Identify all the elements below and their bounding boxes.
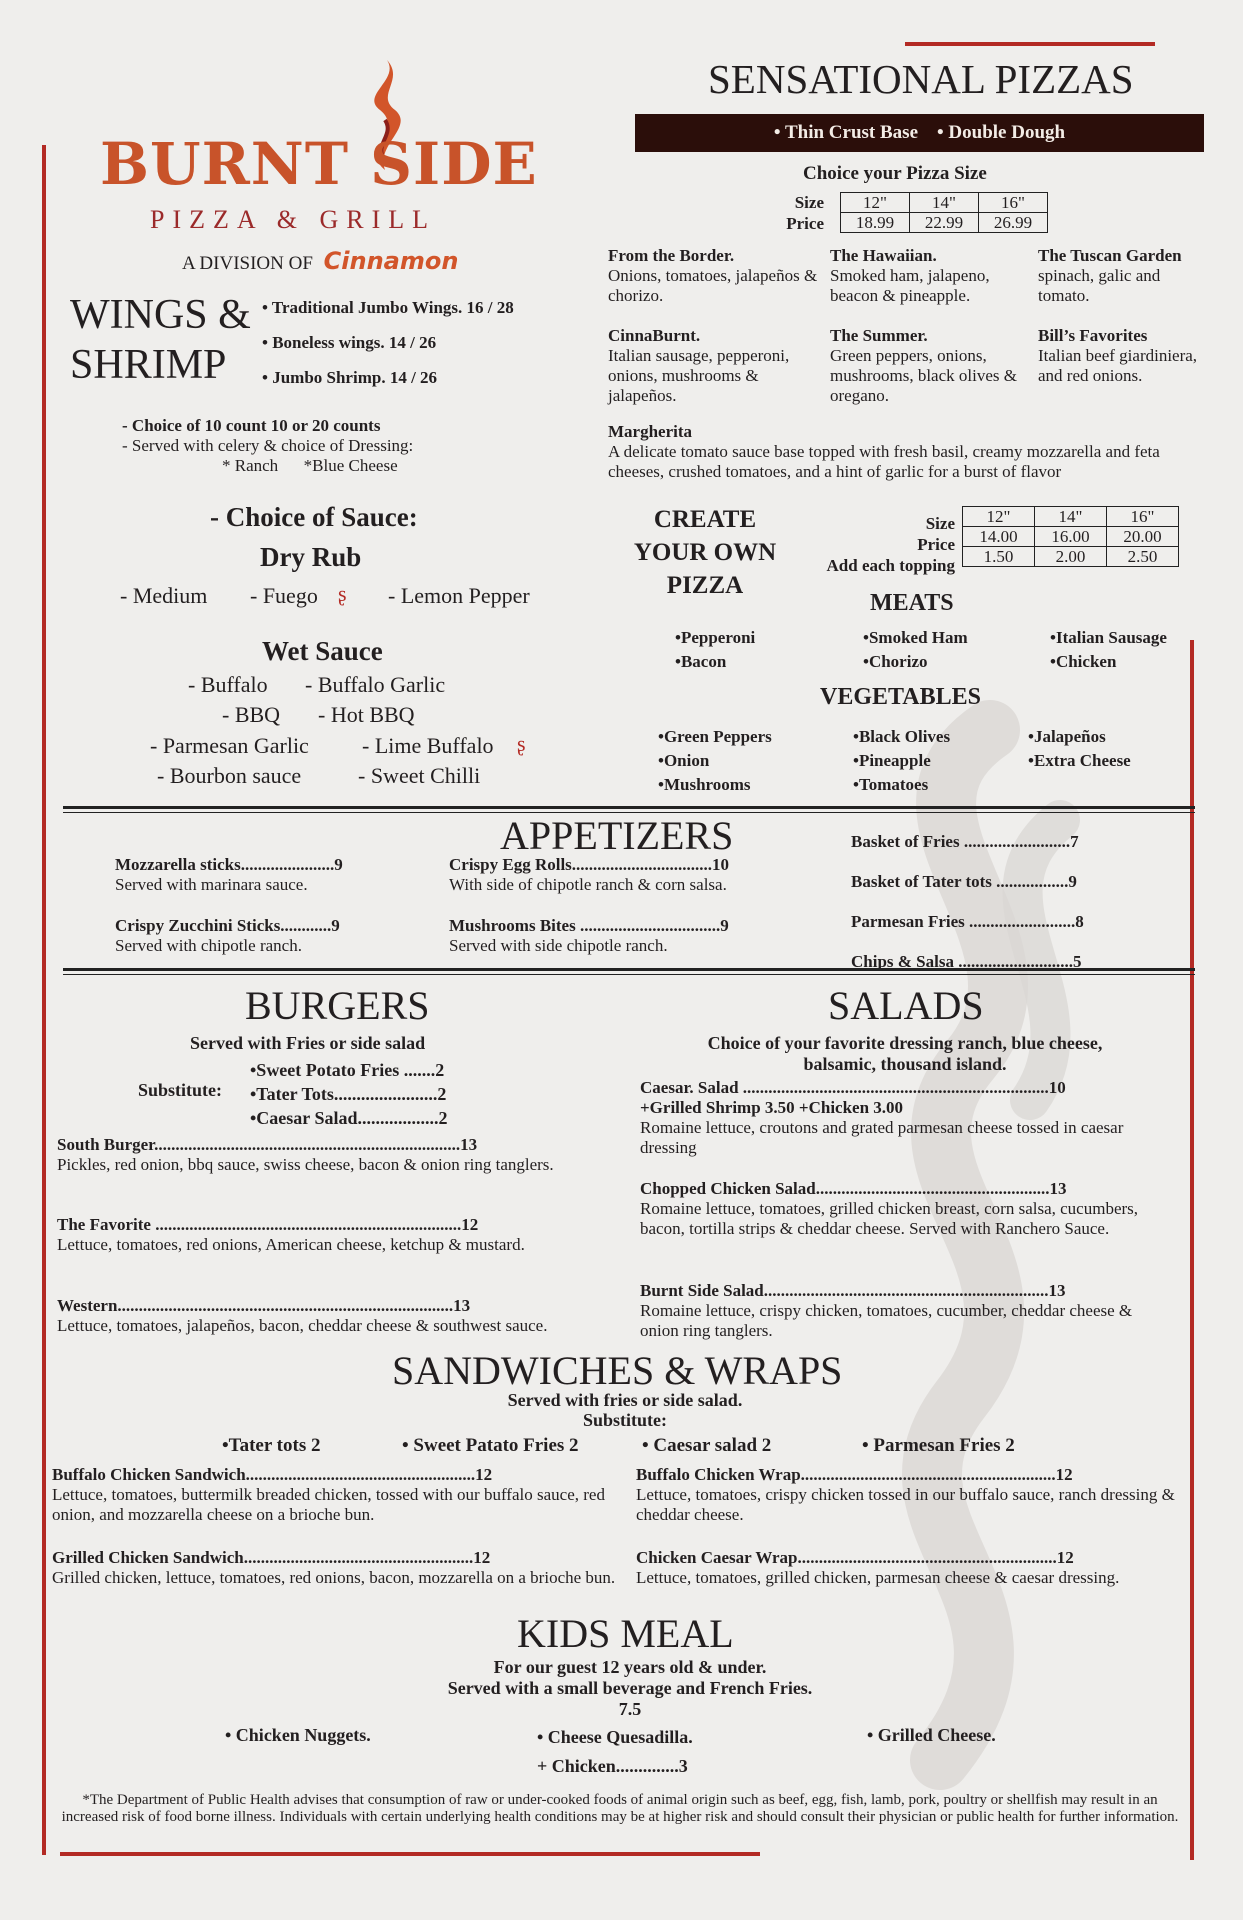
salads-title: SALADS bbox=[828, 983, 984, 1028]
meats-title: MEATS bbox=[870, 590, 954, 616]
price-cell: 18.99 bbox=[841, 213, 910, 233]
kids-info: For our guest 12 years old & under. Served with a small beverage and French Fries. 7.5 bbox=[380, 1657, 880, 1720]
side-item: Basket of Tater tots .................9 bbox=[851, 872, 1077, 891]
wings-title-line1: WINGS & bbox=[70, 292, 251, 338]
pizza-special: The Summer. Green peppers, onions, mushrooms, black olives & oregano. bbox=[830, 326, 1017, 405]
kids-price: 7.5 bbox=[618, 1699, 642, 1719]
sauce-title: - Choice of Sauce: bbox=[210, 502, 418, 532]
create-size-labels: Size Price Add each topping bbox=[826, 514, 955, 575]
left-red-border bbox=[42, 145, 46, 1855]
wings-list bbox=[262, 290, 514, 395]
veg-item: •Onion bbox=[658, 751, 710, 770]
pizza-special: From the Border. Onions, tomatoes, jalapeños & chorizo. bbox=[608, 246, 818, 305]
division-name: Cinnamon bbox=[323, 247, 459, 275]
wet-sauce-option: - Bourbon sauce bbox=[157, 763, 302, 788]
appetizer-item: Crispy Egg Rolls.................................10 With side of chipotle ranch & corn salsa. bbox=[449, 855, 730, 894]
sandwich-item: Chicken Caesar Wrap.............................................................12 Lettuce, tomatoes, grilled chicken, parmesan cheese & caesar dressing. bbox=[636, 1548, 1120, 1587]
division-line bbox=[182, 247, 458, 275]
wings-note-dressing: * Ranch *Blue Cheese bbox=[222, 456, 398, 475]
size-cell: 12" bbox=[841, 193, 910, 213]
health-disclaimer: *The Department of Public Health advises that consumption of raw or under-cooked foods of animal origin such as beef, egg, fish, lamb, pork, poultry or shellfish may result in an increased risk of food borne illness. Individuals with certain underlying health conditions may be at higher risk and should consult their physician or public health for further information. bbox=[61, 1792, 1179, 1825]
wet-sauce-title: Wet Sauce bbox=[262, 636, 383, 666]
dry-rub-option: - Fuego bbox=[250, 583, 318, 608]
side-item: Basket of Fries .........................7 bbox=[851, 832, 1079, 851]
kids-items bbox=[225, 1725, 1025, 1775]
dry-rub-option: - Lemon Pepper bbox=[388, 583, 530, 608]
sandwiches-title: SANDWICHES & WRAPS bbox=[392, 1348, 843, 1393]
division-prefix: A DIVISION OF bbox=[182, 253, 313, 274]
right-red-border bbox=[1190, 640, 1194, 1860]
salad-item: Caesar. Salad ........................................................................10 +Grilled Shrimp 3.50 +Chicken 3.00 Romaine lettuce, croutons and grated parmesan cheese tossed in caesar dressing bbox=[640, 1078, 1124, 1157]
kids-item: • Cheese Quesadilla. bbox=[537, 1727, 693, 1747]
meat-item: •Bacon bbox=[675, 652, 727, 671]
section-divider bbox=[63, 968, 1195, 975]
pizza-special: CinnaBurnt. Italian sausage, pepperoni, onions, mushrooms & jalapeños. bbox=[608, 326, 790, 405]
sandwich-item: Buffalo Chicken Wrap............................................................12 Lettuce, tomatoes, crispy chicken tossed in our buffalo sauce, ranch dressing & cheddar cheese. bbox=[636, 1465, 1175, 1524]
meat-item: •Smoked Ham bbox=[863, 628, 968, 647]
veg-item: •Black Olives bbox=[853, 727, 951, 746]
vegetables-list bbox=[658, 727, 1198, 799]
burger-item: The Favorite ........................................................................12 Lettuce, tomatoes, red onions, American cheese, ketchup & mustard. bbox=[57, 1215, 525, 1254]
sandwich-item: Buffalo Chicken Sandwich......................................................12 Lettuce, tomatoes, buttermilk breaded chicken, tossed with our buffalo sauce, red onion, and mozzarella cheese on a brioche bun. bbox=[52, 1465, 605, 1524]
veg-item: •Extra Cheese bbox=[1028, 751, 1131, 770]
burger-item: Western...............................................................................13 Lettuce, tomatoes, jalapeños, bacon, cheddar cheese & southwest sauce. bbox=[57, 1296, 548, 1335]
size-cell: 16" bbox=[979, 193, 1048, 213]
wings-item: • Traditional Jumbo Wings. 16 / 28 bbox=[262, 298, 514, 317]
hot-pepper-icon: ʂ bbox=[517, 731, 526, 756]
brand-name: BURNT SIDE bbox=[100, 130, 538, 198]
vegetables-title: VEGETABLES bbox=[820, 684, 981, 710]
meat-item: •Chorizo bbox=[863, 652, 928, 671]
wet-sauce-option: - Sweet Chilli bbox=[358, 763, 481, 788]
dry-rub-title: Dry Rub bbox=[260, 542, 362, 572]
dry-rub-option: - Medium bbox=[120, 583, 208, 608]
wet-sauce-option: - Buffalo bbox=[188, 672, 268, 697]
kids-item: • Grilled Cheese. bbox=[867, 1725, 996, 1745]
veg-item: •Jalapeños bbox=[1028, 727, 1106, 746]
pizza-special: The Hawaiian. Smoked ham, jalapeno, beacon & pineapple. bbox=[830, 246, 990, 305]
kids-title: KIDS MEAL bbox=[517, 1611, 734, 1656]
sandwich-item: Grilled Chicken Sandwich......................................................12 Grilled chicken, lettuce, tomatoes, red onions, bacon, mozzarella on a brioche bun. bbox=[52, 1548, 616, 1587]
meat-item: •Italian Sausage bbox=[1050, 628, 1167, 647]
top-red-stroke bbox=[905, 42, 1155, 46]
wings-item: • Jumbo Shrimp. 14 / 26 bbox=[262, 368, 438, 387]
price-label: Price bbox=[786, 214, 824, 233]
sandwiches-subtitle: Served with fries or side salad. Substitute: bbox=[507, 1390, 743, 1430]
meats-list bbox=[675, 628, 1205, 676]
hot-pepper-icon: ʂ bbox=[338, 581, 347, 606]
appetizer-item: Mushrooms Bites .................................9 Served with side chipotle ranch. bbox=[449, 916, 729, 955]
kids-addon: + Chicken..............3 bbox=[537, 1756, 688, 1776]
veg-item: •Mushrooms bbox=[658, 775, 751, 794]
pizza-special-margherita: Margherita A delicate tomato sauce base topped with fresh basil, creamy mozzarella and feta cheeses, crushed tomatoes, and a hint of garlic for a burst of flavor bbox=[608, 422, 1160, 481]
banner-item: Double Dough bbox=[948, 122, 1066, 143]
side-item: Chips & Salsa ...........................5 bbox=[851, 952, 1082, 971]
pizza-size-title: Choice your Pizza Size bbox=[803, 163, 987, 184]
pizza-size-labels bbox=[778, 192, 824, 234]
create-your-own-title: CREATE YOUR OWN PIZZA bbox=[633, 506, 777, 599]
wet-sauce-option: - Lime Buffalo bbox=[362, 733, 494, 758]
burgers-subtitle: Served with Fries or side salad bbox=[190, 1033, 426, 1053]
side-item: Parmesan Fries .........................8 bbox=[851, 912, 1084, 931]
sides-list bbox=[851, 822, 1171, 982]
wings-note-served: - Served with celery & choice of Dressing: bbox=[122, 436, 414, 455]
appetizer-item: Crispy Zucchini Sticks............9 Served with chipotle ranch. bbox=[115, 916, 340, 955]
burgers-title: BURGERS bbox=[245, 983, 430, 1028]
burgers-sub-label: Substitute: bbox=[138, 1080, 223, 1100]
veg-item: •Green Peppers bbox=[658, 727, 772, 746]
burger-item: South Burger........................................................................13 Pickles, red onion, bbq sauce, swiss cheese, bacon & onion ring tanglers. bbox=[57, 1135, 554, 1174]
wet-sauce-option: - Parmesan Garlic bbox=[150, 733, 309, 758]
meat-item: •Pepperoni bbox=[675, 628, 756, 647]
kids-item: • Chicken Nuggets. bbox=[225, 1725, 371, 1745]
veg-item: •Tomatoes bbox=[853, 775, 929, 794]
pizza-special: Bill’s Favorites Italian beef giardiniera, and red onions. bbox=[1038, 326, 1198, 385]
size-cell: 14" bbox=[910, 193, 979, 213]
bottom-red-stroke bbox=[60, 1852, 760, 1856]
pizza-special: The Tuscan Garden spinach, galic and tomato. bbox=[1038, 246, 1182, 305]
meat-item: •Chicken bbox=[1050, 652, 1117, 671]
salad-item: Chopped Chicken Salad.......................................................13 Romaine lettuce, tomatoes, grilled chicken breast, corn salsa, cucumbers, bacon, tortilla strips & cheddar cheese. Served with Ranchero Sauce. bbox=[640, 1179, 1139, 1238]
appetizers-title: APPETIZERS bbox=[500, 813, 734, 858]
wings-title bbox=[70, 290, 251, 390]
pizza-size-table bbox=[840, 192, 1048, 233]
pizzas-title: SENSATIONAL PIZZAS bbox=[708, 56, 1134, 102]
wings-note-count: - Choice of 10 count 10 or 20 counts bbox=[122, 416, 381, 435]
sandwiches-sub-list: •Tater tots 2 • Sweet Patato Fries 2 • Caesar salad 2 • Parmesan Fries 2 bbox=[222, 1435, 1015, 1456]
wings-item: • Boneless wings. 14 / 26 bbox=[262, 333, 437, 352]
price-cell: 26.99 bbox=[979, 213, 1048, 233]
wet-sauce-option: - Hot BBQ bbox=[318, 702, 415, 727]
pizza-banner: • Thin Crust Base • Double Dough bbox=[635, 114, 1204, 152]
wings-title-line2: SHRIMP bbox=[70, 342, 227, 388]
brand-subtitle: PIZZA & GRILL bbox=[150, 205, 436, 234]
wet-sauce-options bbox=[130, 672, 550, 797]
wings-notes bbox=[122, 416, 413, 476]
size-label: Size bbox=[794, 193, 824, 212]
salad-item: Burnt Side Salad...................................................................13 Romaine lettuce, crispy chicken, tomatoes, cucumber, cheddar cheese & onion ring tanglers. bbox=[640, 1281, 1133, 1340]
banner-item: Thin Crust Base bbox=[784, 122, 918, 143]
wet-sauce-option: - BBQ bbox=[222, 702, 281, 727]
appetizer-item: Mozzarella sticks......................9 Served with marinara sauce. bbox=[115, 855, 343, 894]
burgers-sub-list: •Sweet Potato Fries .......2 •Tater Tots.......................2 •Caesar Salad..................2 bbox=[250, 1060, 448, 1128]
wet-sauce-option: - Buffalo Garlic bbox=[305, 672, 446, 697]
veg-item: •Pineapple bbox=[853, 751, 931, 770]
salads-subtitle: Choice of your favorite dressing ranch, blue cheese, balsamic, thousand island. bbox=[707, 1033, 1103, 1074]
price-cell: 22.99 bbox=[910, 213, 979, 233]
create-size-table: 12" 14" 16" 14.00 16.00 20.00 1.50 2.00 2.50 bbox=[962, 506, 1179, 567]
